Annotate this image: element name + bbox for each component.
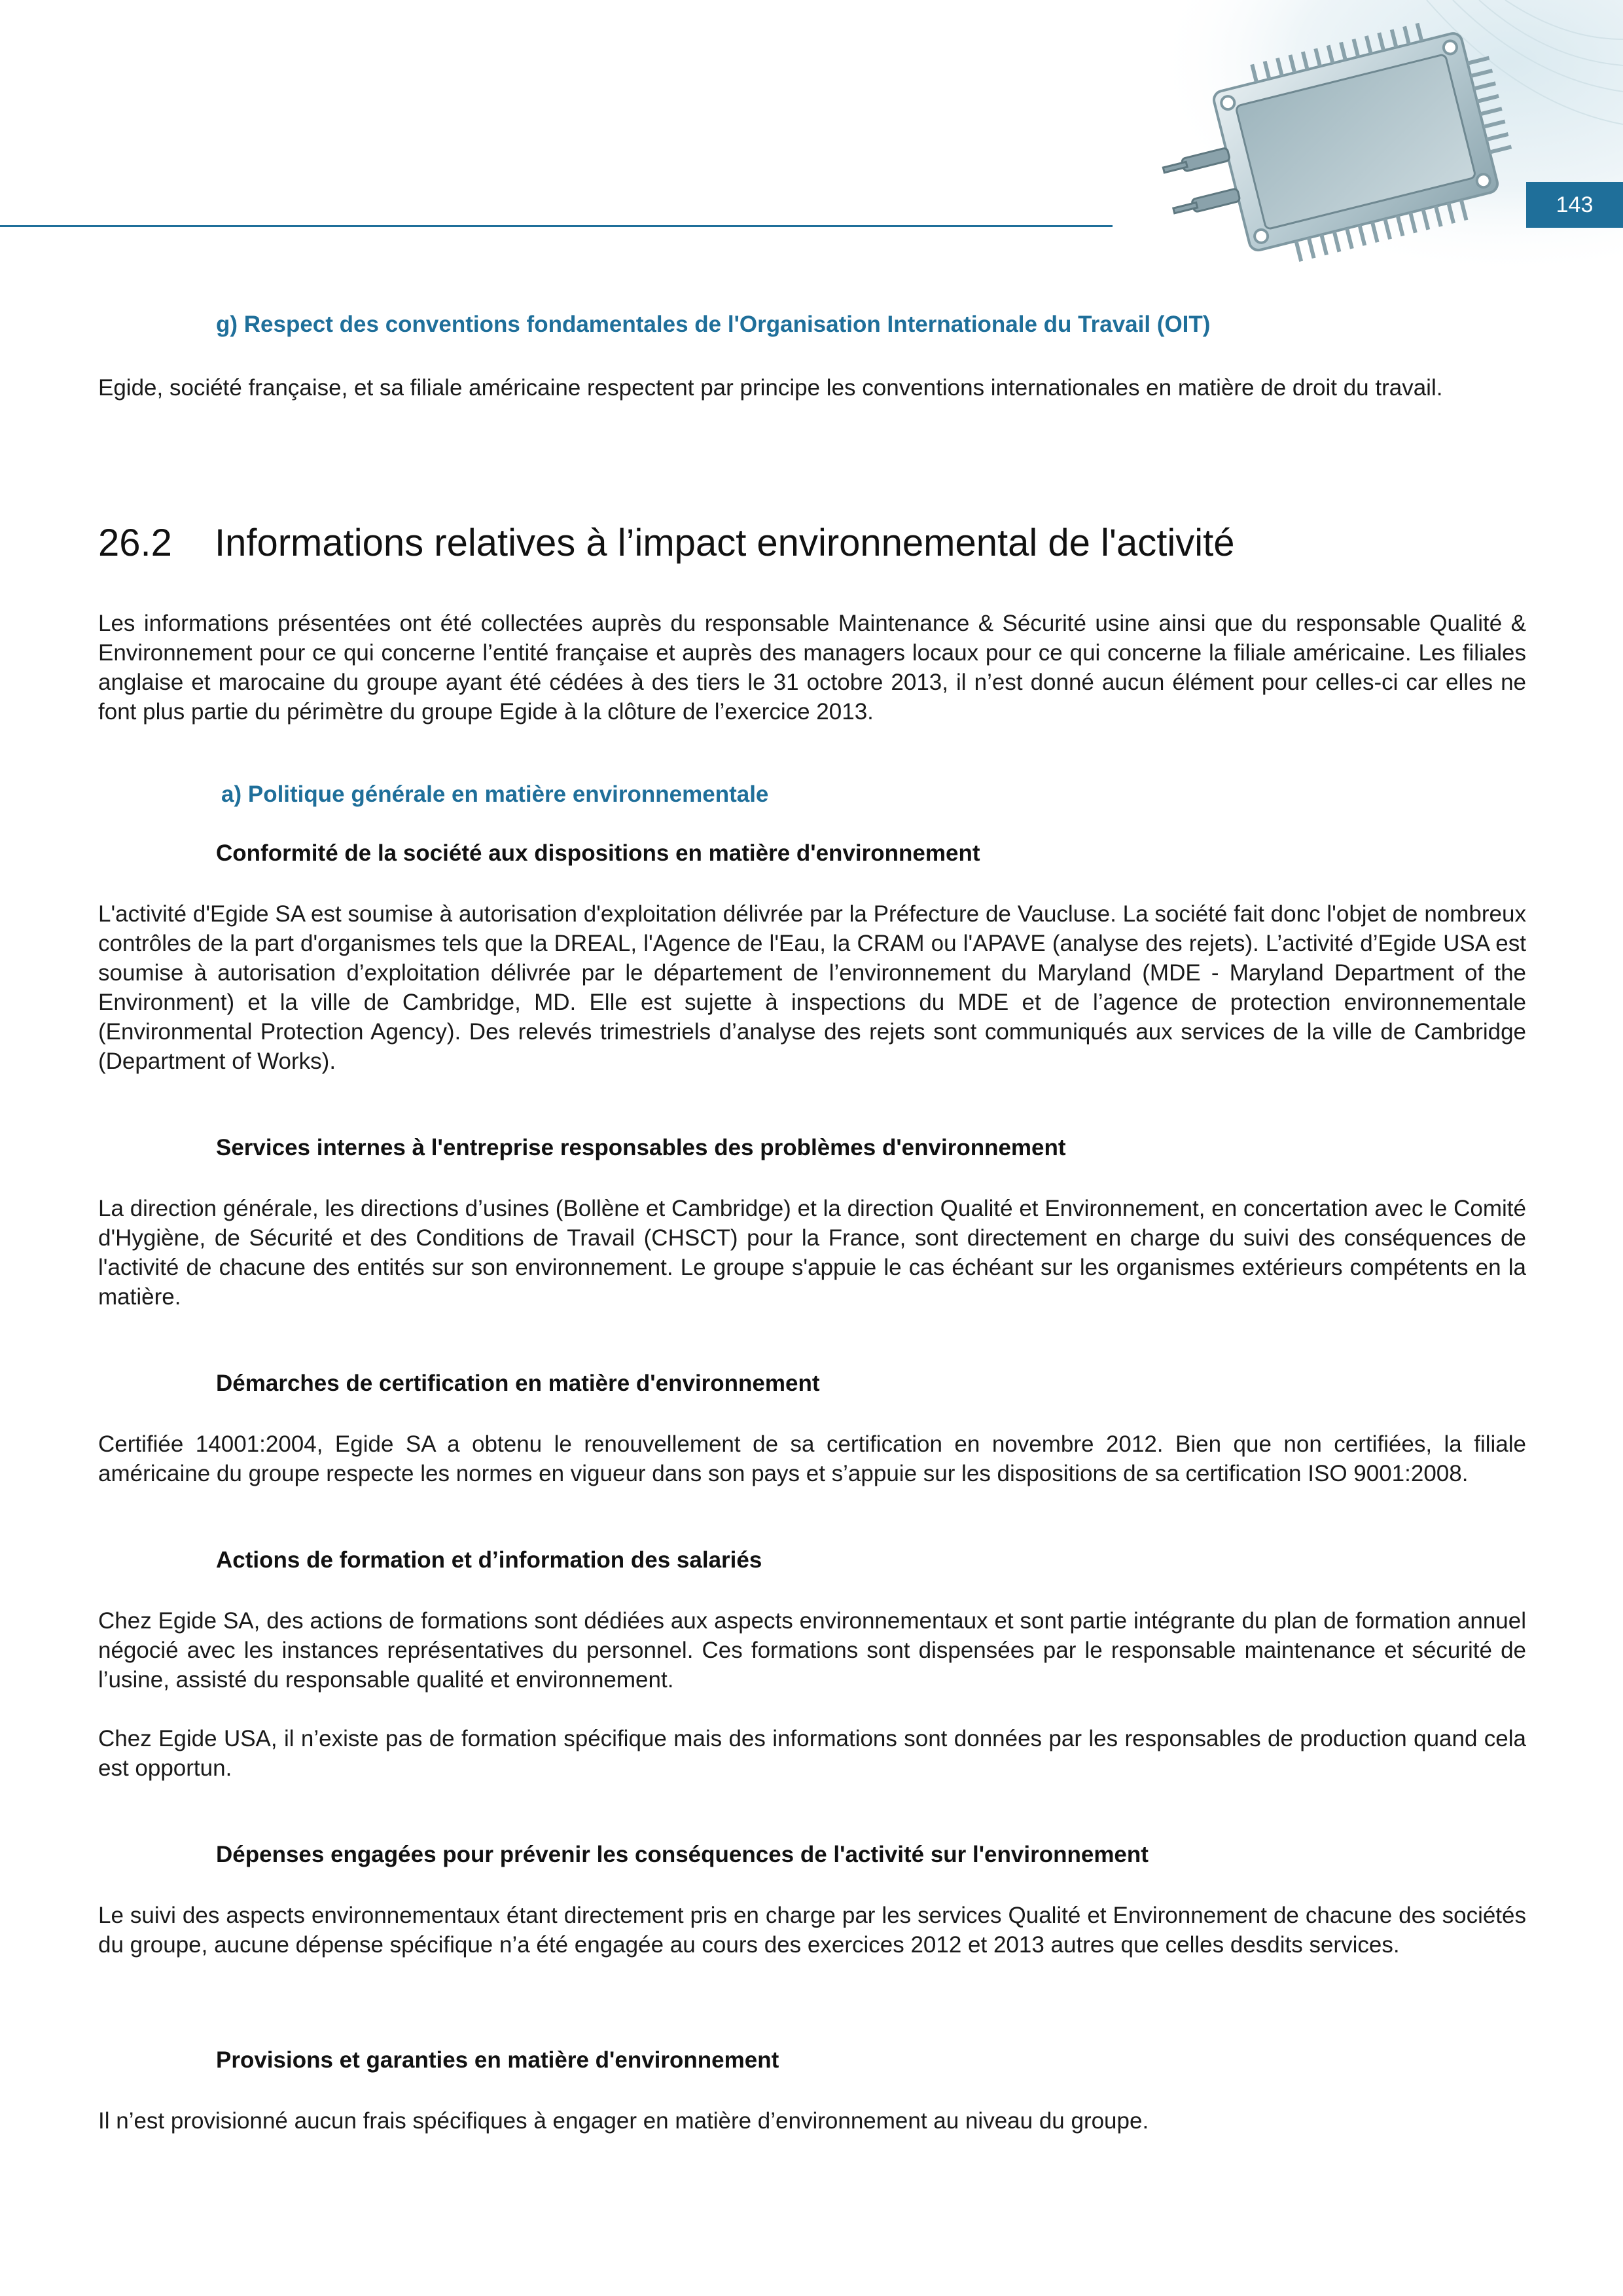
block-paragraph-services: La direction générale, les directions d’usines (Bollène et Cambridge) et la direction Qualité et Environnement, en concertation avec le Comité d'Hygiène, de Sécurité et des Conditions de Travail (CHSCT) pour la France, sont directement en charge du suivi des conséquences de l'activité de chacune des entités sur son environnement. Le groupe s'appuie le cas échéant sur les organismes extérieurs compétents en la matière. [98, 1196, 1526, 1310]
block-heading-conformite: Conformité de la société aux dispositions en matière d'environnement [216, 840, 980, 866]
block-paragraph-conformite: L'activité d'Egide SA est soumise à autorisation d'exploitation délivrée par la Préfecture de Vaucluse. La société fait donc l'objet de nombreux contrôles de la part d'organismes tels que la DREAL, l'Agence de l'Eau, la CRAM ou l'APAVE (analyse des rejets). L’activité d’Egide USA est soumise à autorisation d’exploitation délivrée par le département de l’environnement du Maryland (MDE - Maryland Department of the Environment) et la ville de Cambridge, MD. Elle est sujette à inspections du MDE et de l’agence de protection environnementale (Environmental Protection Agency). Des relevés trimestriels d’analyse des rejets sont communiqués aux services de la ville de Cambridge (Department of Works). [98, 901, 1526, 1074]
subsection-a-heading: a) Politique générale en matière environnementale [221, 781, 769, 807]
header-rule [0, 225, 1113, 227]
block-heading-certification: Démarches de certification en matière d'environnement [216, 1371, 820, 1396]
section-g [98, 312, 1526, 338]
block-heading-provisions: Provisions et garanties en matière d'environnement [216, 2047, 779, 2073]
block-heading-depenses: Dépenses engagées pour prévenir les conséquences de l'activité sur l'environnement [216, 1842, 1149, 1867]
block-paragraph-formation-1: Chez Egide SA, des actions de formations sont dédiées aux aspects environnementaux et sont partie intégrante du plan de formation annuel négocié avec les instances représentatives du personnel. Ces formations sont dispensées par le responsable maintenance et sécurité de l’usine, assisté du responsable qualité et environnement. [98, 1608, 1526, 1693]
block-paragraph-certification: Certifiée 14001:2004, Egide SA a obtenu le renouvellement de sa certification en novembre 2012. Bien que non certifiées, la filiale américaine du groupe respecte les normes en vigueur dans son pays et s’appuie sur les dispositions de sa certification ISO 9001:2008. [98, 1431, 1526, 1486]
section-g-heading: g) Respect des conventions fondamentales de l'Organisation Internationale du Travail (OIT) [216, 312, 1211, 337]
block-paragraph-provisions: Il n’est provisionné aucun frais spécifiques à engager en matière d’environnement au niveau du groupe. [98, 2108, 1149, 2134]
section-number: 26.2 [98, 522, 172, 564]
electronic-package-illustration [1113, 0, 1623, 308]
section-26-2-title [98, 521, 1526, 565]
block-paragraph-formation-2: Chez Egide USA, il n’existe pas de formation spécifique mais des informations sont données par les responsables de production quand cela est opportun. [98, 1726, 1526, 1781]
block-heading-services: Services internes à l'entreprise responsables des problèmes d'environnement [216, 1135, 1066, 1160]
page-number: 143 [1526, 182, 1623, 228]
section-title-text: Informations relatives à l’impact environnemental de l'activité [215, 522, 1235, 564]
section-26-2-intro: Les informations présentées ont été collectées auprès du responsable Maintenance & Sécurité usine ainsi que du responsable Qualité & Environnement pour ce qui concerne l’entité française et auprès des managers locaux pour ce qui concerne la filiale américaine. Les filiales anglaise et marocaine du groupe ayant été cédées à des tiers le 31 octobre 2013, il n’est donné aucun élément pour celles-ci car elles ne font plus partie du périmètre du groupe Egide à la clôture de l’exercice 2013. [98, 611, 1526, 725]
block-paragraph-depenses: Le suivi des aspects environnementaux étant directement pris en charge par les services Qualité et Environnement de chacune des sociétés du groupe, aucune dépense spécifique n’a été engagée au cours des exercices 2012 et 2013 autres que celles desdits services. [98, 1903, 1526, 1958]
block-heading-formation: Actions de formation et d’information des salariés [216, 1547, 762, 1573]
section-g-paragraph: Egide, société française, et sa filiale américaine respectent par principe les conventions internationales en matière de droit du travail. [98, 375, 1443, 401]
